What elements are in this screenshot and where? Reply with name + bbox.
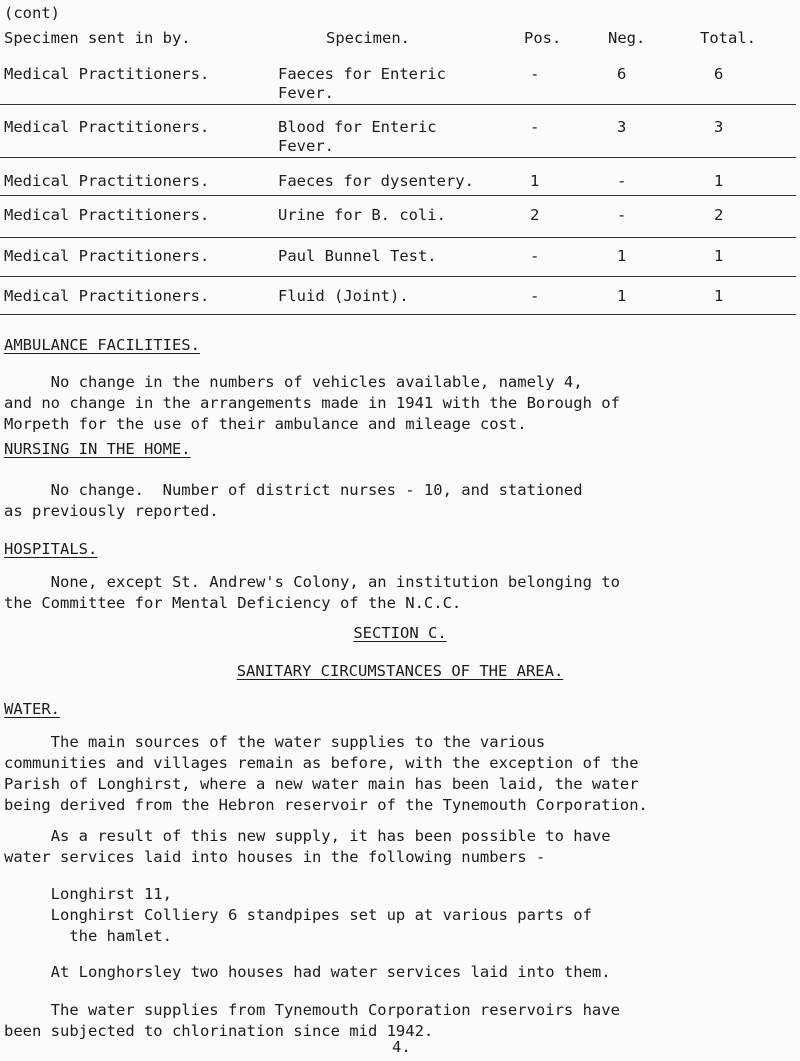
cell-neg: 3 [617,118,627,136]
hospitals-heading: HOSPITALS. [4,540,98,558]
cell-pos: - [530,118,540,136]
cell-specimen-cont: Fever. [278,137,334,155]
header-specimen: Specimen. [326,29,410,47]
cell-pos: - [530,65,540,83]
section-subtitle-text: SANITARY CIRCUMSTANCES OF THE AREA. [236,662,564,680]
cell-neg: 1 [617,247,627,265]
cell-total: 2 [714,206,724,224]
cell-pos: 1 [530,172,540,190]
header-total: Total. [700,29,756,47]
ambulance-paragraph: No change in the numbers of vehicles available, namely 4, and no change in the arrangements made in 1941 with the Borough of Morpeth for the use of their ambulance and mileage cost. [4,373,620,433]
nursing-paragraph: No change. Number of district nurses - 10, and stationed as previously reported. [4,481,583,520]
water-paragraph-4: The water supplies from Tynemouth Corporation reservoirs have been subjected to chlorination since mid 1942. [4,1001,620,1040]
table-row [0,246,800,268]
page-number: 4. [392,1038,411,1056]
table-row [0,171,800,193]
cell-neg: - [617,206,627,224]
row-divider [0,237,796,238]
section-subtitle [0,662,800,680]
cell-specimen: Paul Bunnel Test. [278,247,437,265]
row-divider [0,104,796,105]
cell-neg: - [617,172,627,190]
cell-neg: 6 [617,65,627,83]
cell-total: 1 [714,287,724,305]
water-paragraph-1: The main sources of the water supplies to the various communities and villages remain as before, with the exception of the Parish of Longhirst, where a new water main has been laid, the water being derived from the Hebron reservoir of the Tynemouth Corporation. [4,733,648,814]
cell-total: 3 [714,118,724,136]
cell-specimen: Faeces for Enteric [278,65,446,83]
cell-specimen: Urine for B. coli. [278,206,446,224]
nursing-heading: NURSING IN THE HOME. [4,440,191,458]
hospitals-paragraph: None, except St. Andrew's Colony, an institution belonging to the Committee for Mental Deficiency of the N.C.C. [4,573,620,612]
section-title-text: SECTION C. [353,624,447,642]
table-row [0,286,800,308]
row-divider [0,157,796,158]
cell-specimen: Fluid (Joint). [278,287,409,305]
water-paragraph-2: As a result of this new supply, it has been possible to have water services laid into houses in the following numbers - [4,827,611,866]
cell-pos: - [530,287,540,305]
cell-total: 1 [714,247,724,265]
cell-sent-by: Medical Practitioners. [4,287,210,305]
cell-total: 1 [714,172,724,190]
cell-sent-by: Medical Practitioners. [4,65,210,83]
water-list: Longhirst 11, Longhirst Colliery 6 standpipes set up at various parts of the hamlet. [50,885,592,945]
water-paragraph-3: At Longhorsley two houses had water services laid into them. [4,963,611,981]
cell-sent-by: Medical Practitioners. [4,172,210,190]
section-title [0,624,800,642]
cell-total: 6 [714,65,724,83]
cell-pos: 2 [530,206,540,224]
header-sent-by: Specimen sent in by. [4,29,191,47]
cell-specimen-cont: Fever. [278,84,334,102]
cell-sent-by: Medical Practitioners. [4,247,210,265]
cell-specimen: Faeces for dysentery. [278,172,474,190]
table-bottom-rule [0,314,796,315]
cell-sent-by: Medical Practitioners. [4,206,210,224]
header-pos: Pos. [524,29,562,47]
ambulance-heading: AMBULANCE FACILITIES. [4,336,200,354]
table-row [0,205,800,227]
water-heading: WATER. [4,700,60,718]
row-divider [0,276,796,277]
table-row [0,64,800,106]
table-header-row [0,28,800,50]
continued-label: (cont) [4,4,60,22]
row-divider [0,195,796,196]
header-neg: Neg. [608,29,646,47]
cell-specimen: Blood for Enteric [278,118,437,136]
cell-neg: 1 [617,287,627,305]
table-row [0,117,800,159]
cell-pos: - [530,247,540,265]
cell-sent-by: Medical Practitioners. [4,118,210,136]
